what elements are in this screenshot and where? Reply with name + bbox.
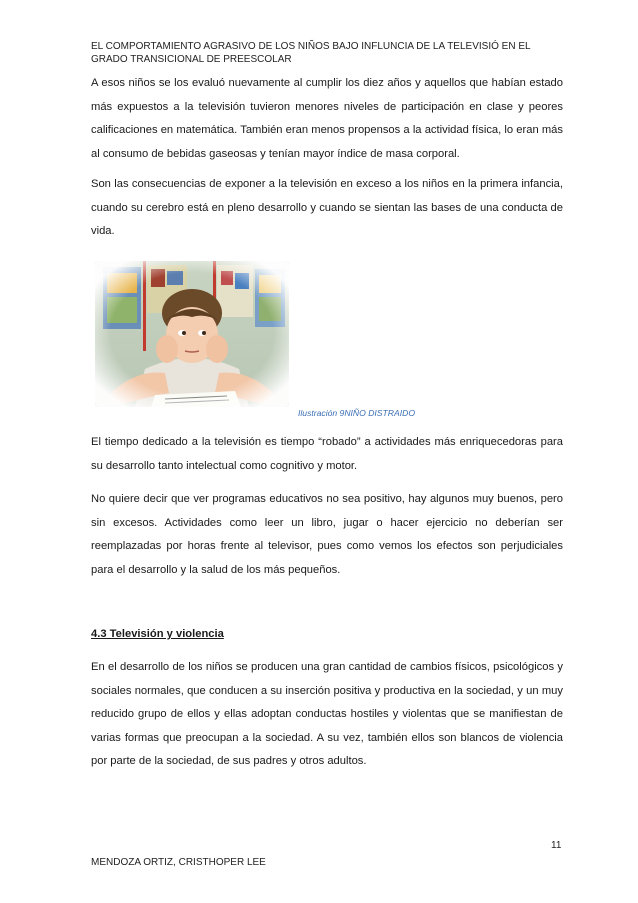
section-heading: 4.3 Televisión y violencia <box>91 628 224 640</box>
page-number: 11 <box>551 840 562 851</box>
figure-caption: Ilustración 9NIÑO DISTRAIDO <box>298 408 415 418</box>
paragraph-3: El tiempo dedicado a la televisión es tiempo “robado” a actividades más enriquecedoras para su desarrollo tanto intelectual como cognitivo y motor. <box>91 436 563 472</box>
paragraph-5: En el desarrollo de los niños se producen una gran cantidad de cambios físicos, psicológicos y sociales normales, que conducen a su inserción positiva y productiva en la sociedad, y un muy reducido grupo de ellos y ellas adoptan conductas hostiles y violentas que se manifiestan de varias formas que preocupan a la sociedad. A su vez, también ellos son blancos de violencia por parte de la sociedad, de sus padres y otros adultos. <box>91 661 563 768</box>
paragraph-1: A esos niños se los evaluó nuevamente al cumplir los diez años y aquellos que habían estado más expuestos a la televisión tuvieron menores niveles de participación en clase y peores calificaciones en matemática. También eran menos propensos a la actividad física, lo eran más al consumo de bebidas gaseosas y tenían mayor índice de masa corporal. <box>91 77 563 160</box>
paragraph-2: Son las consecuencias de exponer a la televisión en exceso a los niños en la primera infancia, cuando su cerebro está en pleno desarrollo y cuando se sientan las bases de una conducta de vida. <box>91 178 563 238</box>
paragraph-4: No quiere decir que ver programas educativos no sea positivo, hay algunos muy buenos, pero sin excesos. Actividades como leer un libro, jugar o hacer ejercicio no deberían ser reemplazadas por horas frente al televisor, pues como vemos los efectos son perjudiciales para el desarrollo y la salud de los más pequeños. <box>91 493 563 576</box>
running-footer: MENDOZA ORTIZ, CRISTHOPER LEE <box>91 857 266 868</box>
running-header: EL COMPORTAMIENTO AGRASIVO DE LOS NIÑOS BAJO INFLUNCIA DE LA TELEVISIÓ EN EL GRADO TRANSICIONAL DE PREESCOLAR <box>91 41 531 65</box>
boy-distracted-photo <box>95 261 289 407</box>
